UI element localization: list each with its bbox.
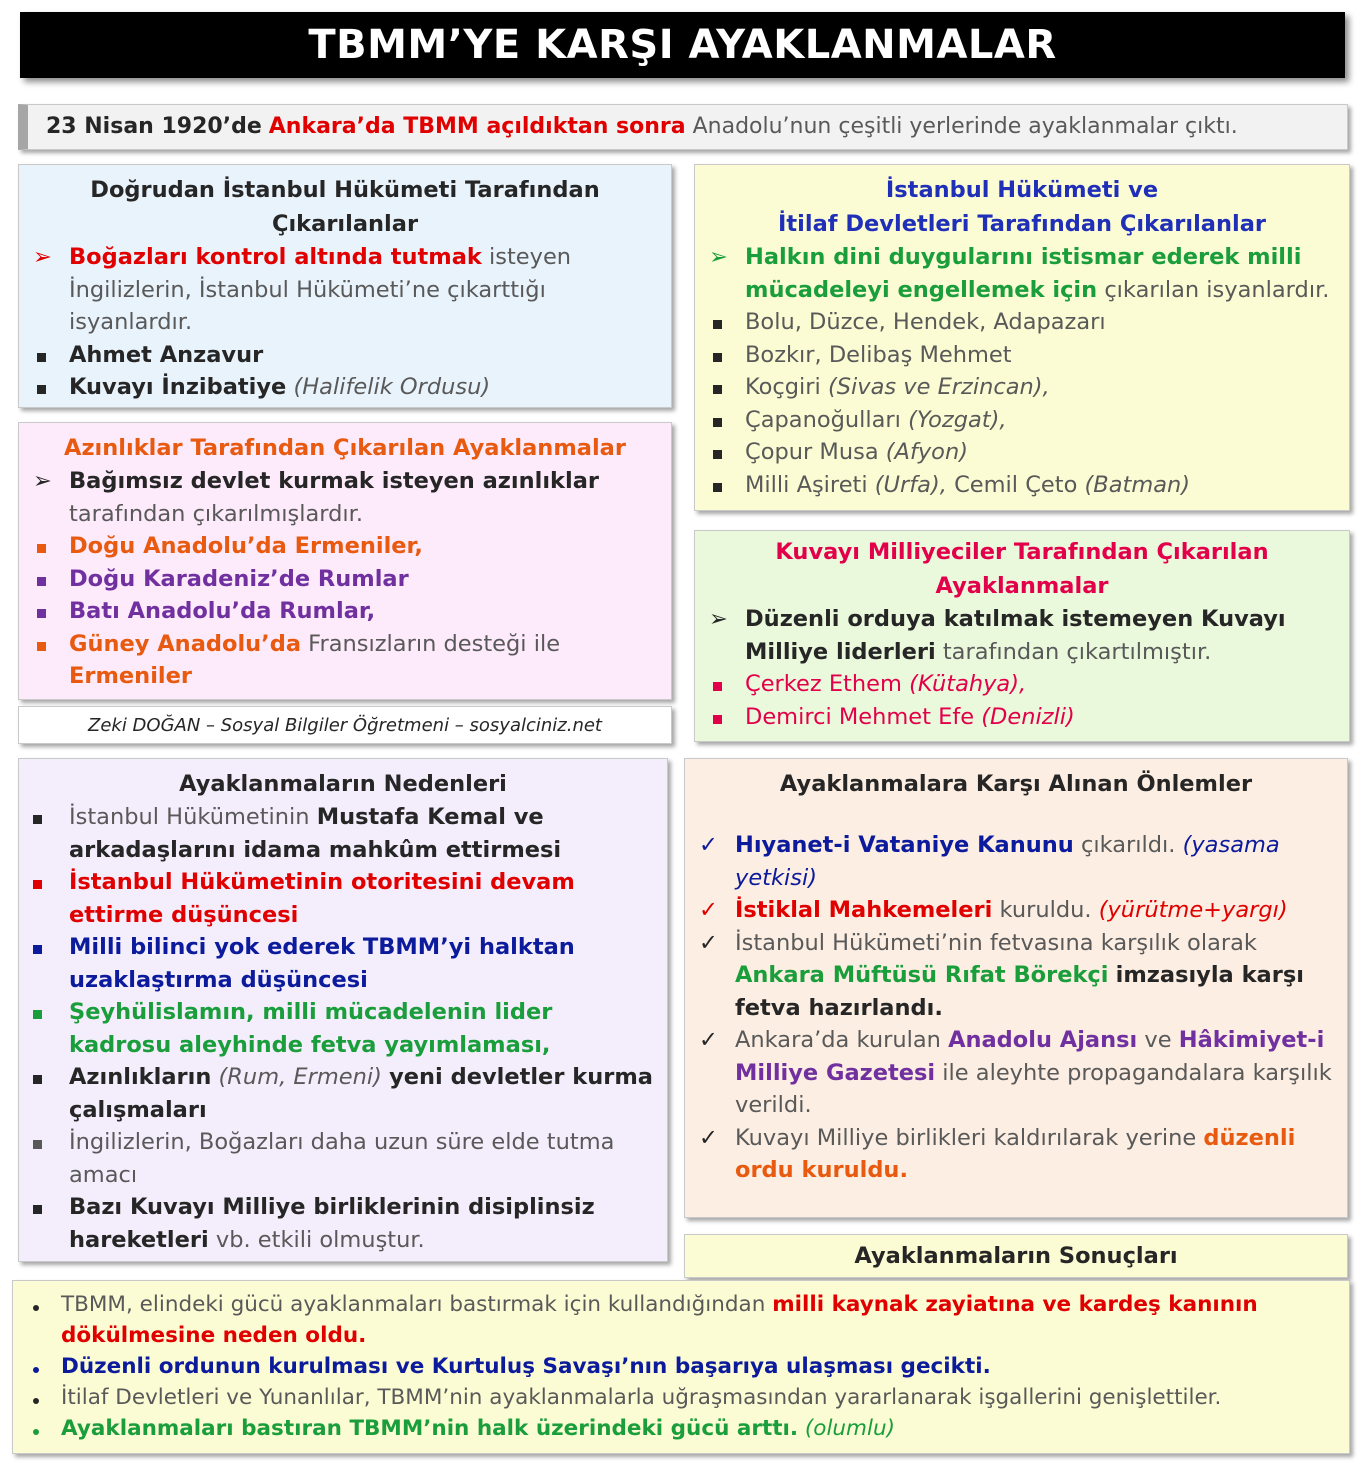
list-item: ✓ Hıyanet-i Vataniye Kanunu çıkarıldı. (yasama yetkisi)	[685, 829, 1335, 894]
sonuclar-title: Ayaklanmaların Sonuçları	[854, 1243, 1178, 1269]
list-item: ✓ Kuvayı Milliye birlikleri kaldırılarak yerine düzenli ordu kuruldu.	[685, 1122, 1335, 1187]
list-item: Bazı Kuvayı Milliye birliklerinin disiplinsiz hareketleri vb. etkili olmuştur.	[19, 1191, 657, 1256]
check-icon: ✓	[699, 1027, 718, 1053]
list-item: İstanbul Hükümetinin Mustafa Kemal ve arkadaşlarını idama mahkûm ettirmesi	[19, 801, 657, 866]
check-icon: ✓	[699, 897, 718, 923]
list-item: Kuvayı İnzibatiye (Halifelik Ordusu)	[19, 371, 671, 404]
nedenler-title: Ayaklanmaların Nedenleri	[179, 771, 507, 797]
square-bullet-icon	[709, 436, 739, 469]
square-bullet-icon	[709, 404, 739, 437]
square-bullet-icon	[709, 701, 739, 734]
list-item: Düzenli ordunun kurulması ve Kurtuluş Savaşı’nın başarıya ulaşması gecikti.	[13, 1351, 1333, 1382]
square-bullet-icon	[33, 339, 63, 372]
istanbul-box	[18, 164, 672, 408]
arrow-icon: ➢	[709, 244, 728, 270]
square-bullet-icon	[709, 339, 739, 372]
dot-bullet-icon	[31, 1351, 61, 1382]
list-item: Batı Anadolu’da Rumlar,	[19, 595, 671, 628]
list-item: Doğu Karadeniz’de Rumlar	[19, 563, 671, 596]
onlemler-title: Ayaklanmalara Karşı Alınan Önlemler	[779, 771, 1253, 797]
list-item: Çapanoğulları (Yozgat),	[695, 404, 1349, 437]
sonuclar-header	[684, 1234, 1348, 1278]
azinlik-box	[18, 422, 672, 700]
square-bullet-icon	[33, 595, 63, 628]
list-item: TBMM, elindeki gücü ayaklanmaları bastırmak için kullandığından milli kaynak zayiatına ve kardeş kanının dökülmesine neden oldu.	[13, 1289, 1333, 1351]
square-bullet-icon	[709, 469, 739, 502]
author-credit: Zeki DOĞAN – Sosyal Bilgiler Öğretmeni – sosyalciniz.net	[18, 706, 672, 744]
onlemler-box	[684, 758, 1348, 1218]
list-item: Koçgiri (Sivas ve Erzincan),	[695, 371, 1349, 404]
list-item: ➢ Boğazları kontrol altında tutmak isteyen İngilizlerin, İstanbul Hükümeti’ne çıkarttığı isyanlardır.	[19, 241, 671, 339]
intro-date: 23 Nisan 1920’de	[46, 114, 262, 139]
list-item: Doğu Anadolu’da Ermeniler,	[19, 530, 671, 563]
list-item: Azınlıkların (Rum, Ermeni) yeni devletler kurma çalışmaları	[19, 1061, 657, 1126]
square-bullet-icon	[33, 530, 63, 563]
arrow-icon: ➢	[709, 606, 728, 632]
sonuclar-box	[12, 1280, 1350, 1454]
list-item: Milli Aşireti (Urfa), Cemil Çeto (Batman)	[695, 469, 1349, 502]
kuvayi-title: Kuvayı Milliyeciler Tarafından Çıkarılan Ayaklanmalar	[775, 539, 1269, 599]
check-icon: ✓	[699, 929, 718, 956]
intro-rest: Anadolu’nun çeşitli yerlerinde ayaklanmalar çıktı.	[692, 114, 1238, 139]
list-item: ➢ Düzenli orduya katılmak istemeyen Kuvayı Milliye liderleri tarafından çıkartılmıştır.	[695, 603, 1349, 668]
list-item: ✓ İstiklal Mahkemeleri kuruldu. (yürütme+yargı)	[685, 894, 1335, 927]
list-item: Ahmet Anzavur	[19, 339, 671, 372]
square-bullet-icon	[33, 628, 63, 661]
arrow-icon: ➢	[33, 468, 52, 494]
list-item: Milli bilinci yok ederek TBMM’yi halktan uzaklaştırma düşüncesi	[19, 931, 657, 996]
square-bullet-icon	[709, 668, 739, 701]
intro-highlight: Ankara’da TBMM açıldıktan sonra	[268, 114, 686, 139]
arrow-icon: ➢	[33, 244, 52, 270]
list-item: ✓ İstanbul Hükümeti’nin fetvasına karşılık olarak Ankara Müftüsü Rıfat Börekçi imzasıyla karşı fetva hazırlandı.	[685, 927, 1335, 1025]
square-bullet-icon	[33, 371, 63, 404]
check-icon: ✓	[699, 832, 718, 858]
nedenler-box	[18, 758, 668, 1262]
square-bullet-icon	[709, 371, 739, 404]
square-bullet-icon	[709, 306, 739, 339]
list-item: İtilaf Devletleri ve Yunanlılar, TBMM’nin ayaklanmalarla uğraşmasından yararlanarak işgallerini genişlettiler.	[13, 1382, 1333, 1413]
list-item: ➢ Bağımsız devlet kurmak isteyen azınlıklar tarafından çıkarılmışlardır.	[19, 465, 671, 530]
itilaf-box	[694, 164, 1350, 511]
list-item: Bolu, Düzce, Hendek, Adapazarı	[695, 306, 1349, 339]
azinlik-title: Azınlıklar Tarafından Çıkarılan Ayaklanmalar	[64, 435, 626, 461]
list-item: İngilizlerin, Boğazları daha uzun süre elde tutma amacı	[19, 1126, 657, 1191]
list-item: Bozkır, Delibaş Mehmet	[695, 339, 1349, 372]
square-bullet-icon	[29, 801, 59, 834]
dot-bullet-icon	[31, 1289, 61, 1320]
list-item: Çerkez Ethem (Kütahya),	[695, 668, 1349, 701]
list-item: Demirci Mehmet Efe (Denizli)	[695, 701, 1349, 734]
list-item: Güney Anadolu’da Fransızların desteği ile Ermeniler	[19, 628, 671, 693]
list-item: Şeyhülislamın, milli mücadelenin lider kadrosu aleyhinde fetva yayımlaması,	[19, 996, 657, 1061]
istanbul-title: Doğrudan İstanbul Hükümeti Tarafından Çıkarılanlar	[90, 177, 600, 237]
page-title: TBMM’YE KARŞI AYAKLANMALAR	[20, 12, 1345, 78]
kuvayi-box	[694, 530, 1350, 742]
list-item: İstanbul Hükümetinin otoritesini devam ettirme düşüncesi	[19, 866, 657, 931]
square-bullet-icon	[29, 1126, 59, 1159]
list-item: Ayaklanmaları bastıran TBMM’nin halk üzerindeki gücü arttı. (olumlu)	[13, 1413, 1333, 1444]
intro-banner	[18, 104, 1348, 150]
list-item: Çopur Musa (Afyon)	[695, 436, 1349, 469]
square-bullet-icon	[33, 563, 63, 596]
itilaf-title: İstanbul Hükümeti ve İtilaf Devletleri Tarafından Çıkarılanlar	[778, 177, 1266, 237]
check-icon: ✓	[699, 1124, 718, 1151]
square-bullet-icon	[29, 1061, 59, 1094]
square-bullet-icon	[29, 996, 59, 1029]
list-item: ✓ Ankara’da kurulan Anadolu Ajansı ve Hâkimiyet-i Milliye Gazetesi ile aleyhte propagandalara karşılık verildi.	[685, 1024, 1335, 1122]
square-bullet-icon	[29, 931, 59, 964]
dot-bullet-icon	[31, 1382, 61, 1413]
square-bullet-icon	[29, 866, 59, 899]
square-bullet-icon	[29, 1191, 59, 1224]
dot-bullet-icon	[31, 1413, 61, 1444]
list-item: ➢ Halkın dini duygularını istismar ederek milli mücadeleyi engellemek için çıkarılan isyanlardır.	[695, 241, 1349, 306]
